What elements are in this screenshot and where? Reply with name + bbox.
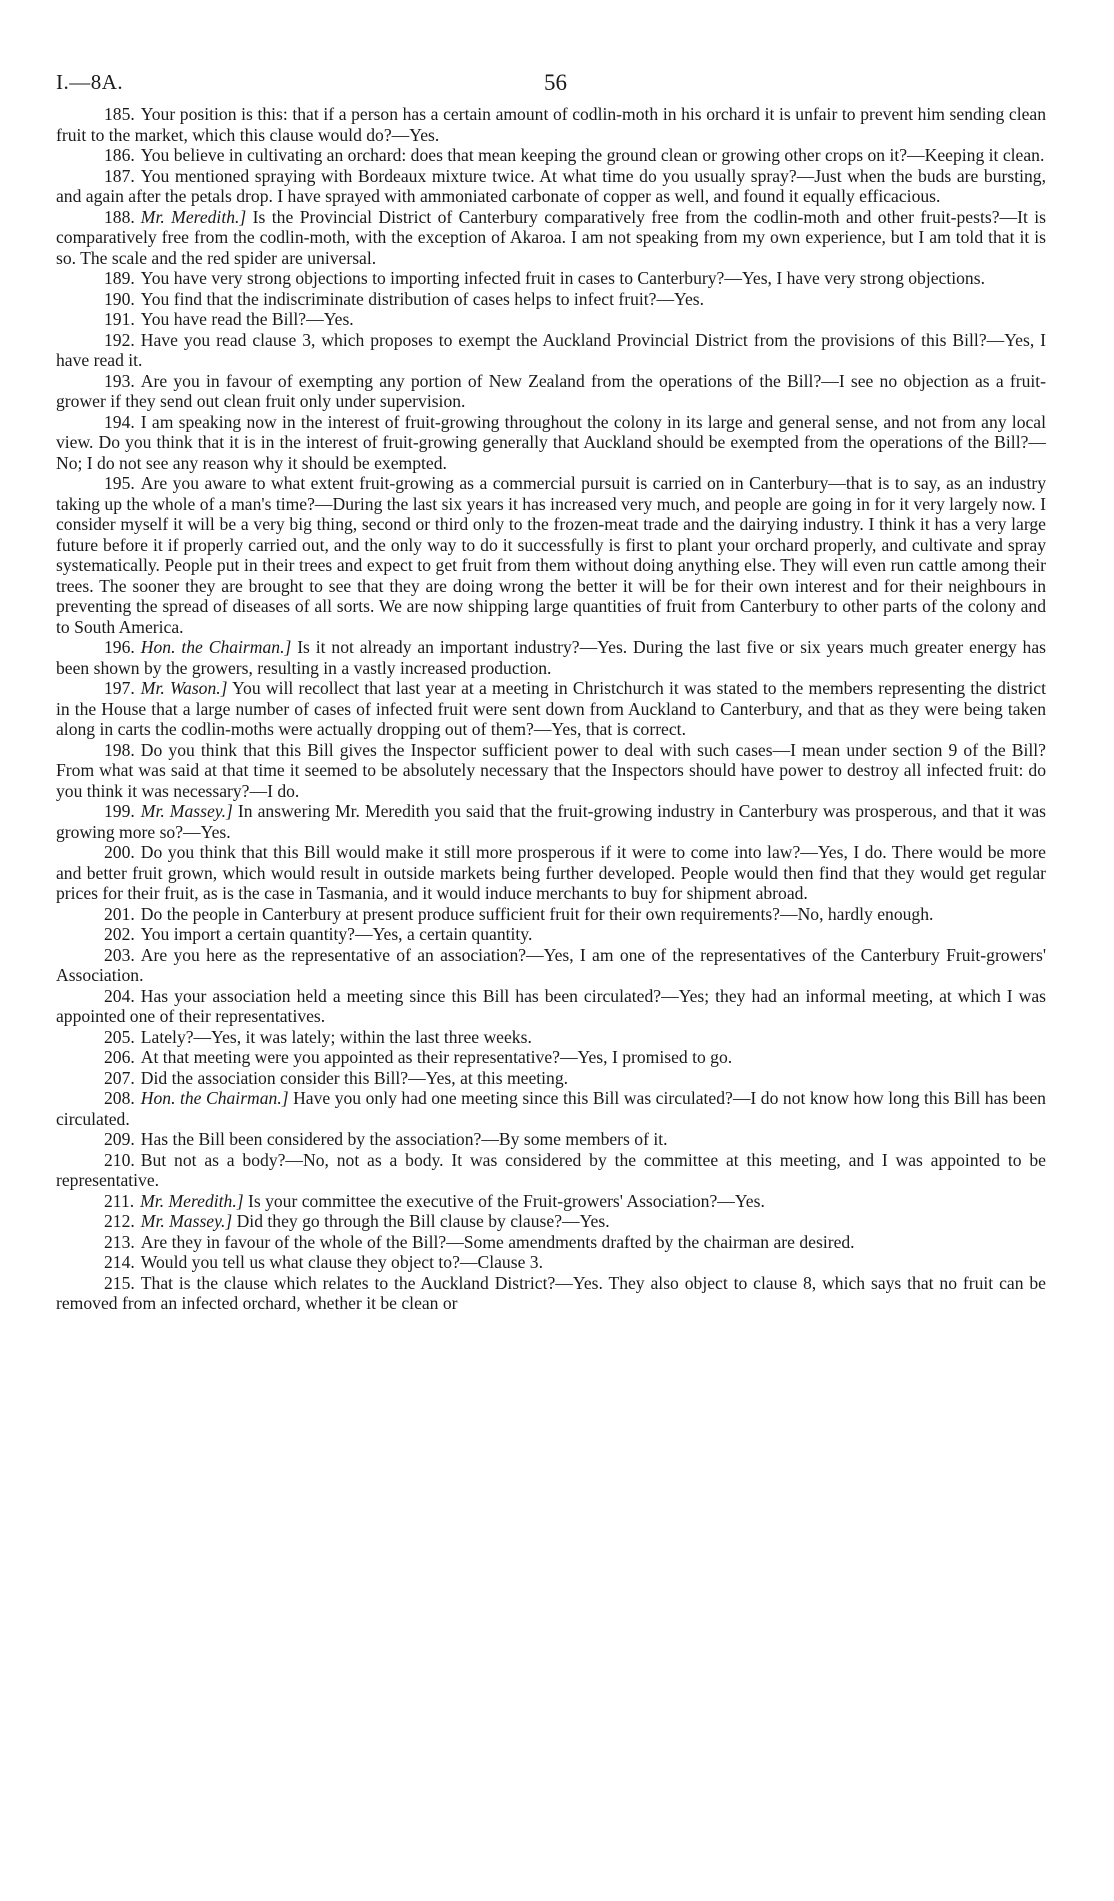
- question-number: 213.: [104, 1231, 135, 1252]
- question-number: 214.: [104, 1252, 135, 1272]
- question-text: Has your association held a meeting since this Bill has been circulated?—Yes; they had an informal meeting, at which I was appointed one of their representatives.: [56, 985, 1046, 1026]
- question-paragraph: [56, 309, 1046, 330]
- question-number: 206.: [104, 1047, 135, 1067]
- question-text: Have you only had one meeting since this Bill was circulated?—I do not know how long this Bill has been circulated.: [56, 1088, 1046, 1129]
- question-text: Has the Bill been considered by the association?—By some members of it.: [140, 1129, 668, 1149]
- question-paragraph: [56, 330, 1046, 371]
- question-text: Do you think that this Bill would make it still more prosperous if it were to come into law?—Yes, I do. There would be more and better fruit grown, which would result in outside markets being further developed. People would then find that they would get regular prices for their fruit, as is the case in Tasmania, and it would induce merchants to buy for shipment abroad.: [56, 842, 1046, 903]
- question-text: Are you here as the representative of an association?—Yes, I am one of the representatives of the Canterbury Fruit-growers' Association.: [56, 944, 1046, 985]
- question-paragraph: [56, 842, 1046, 904]
- question-text: You find that the indiscriminate distribution of cases helps to infect fruit?—Yes.: [140, 288, 705, 309]
- question-number: 204.: [104, 985, 135, 1006]
- question-number: 185.: [104, 104, 135, 124]
- question-paragraph: [56, 1088, 1046, 1129]
- question-number: 209.: [104, 1129, 135, 1149]
- question-text: You will recollect that last year at a meeting in Christchurch it was stated to the members representing the district in the House that a large number of cases of infected fruit were sent down from Auckland to Canterbury, and that as they were being taken along in carts the codlin-moths were actually dropping out of them?—Yes, that is correct.: [56, 678, 1047, 739]
- question-text: Do you think that this Bill gives the Inspector sufficient power to deal with such cases—I mean under section 9 of the Bill? From what was said at that time it seemed to be absolutely necessary that the Inspectors should have power to destroy all infected fruit: do you think it was necessary?—I do.: [56, 739, 1046, 801]
- question-number: 205.: [104, 1026, 135, 1047]
- question-number: 186.: [104, 145, 135, 165]
- question-paragraph: [56, 1027, 1046, 1048]
- question-paragraph: [56, 289, 1046, 310]
- question-text: Is the Provincial District of Canterbury comparatively free from the codlin-moth and other fruit-pests?—It is comparatively free from the codlin-moth, with the exception of Akaroa. I am not speaking from my own experience, but I am told that it is so. The scale and the red spider are universal.: [56, 206, 1046, 268]
- question-number: 200.: [104, 842, 135, 862]
- question-number: 194.: [104, 411, 135, 432]
- question-paragraph: [56, 104, 1046, 145]
- question-paragraph: [56, 1150, 1046, 1191]
- page-header: [56, 70, 1046, 104]
- question-number: 199.: [104, 801, 135, 821]
- question-number: 201.: [104, 903, 135, 924]
- question-number: 195.: [104, 473, 135, 493]
- question-text: Lately?—Yes, it was lately; within the last three weeks.: [140, 1026, 532, 1047]
- question-text: You have read the Bill?—Yes.: [140, 309, 354, 329]
- question-paragraph: [56, 412, 1046, 474]
- speaker-label: Mr. Meredith.]: [140, 1190, 244, 1211]
- question-paragraph: [56, 801, 1046, 842]
- question-text: I am speaking now in the interest of fruit-growing throughout the colony in its large and general sense, and not from any local view. Do you think that it is in the interest of fruit-growing generally that Auckland should be exempted from the operations of the Bill?—No; I do not see any reason why it should be exempted.: [56, 411, 1046, 473]
- question-number: 208.: [104, 1088, 135, 1108]
- question-text: Did the association consider this Bill?—Yes, at this meeting.: [140, 1067, 569, 1088]
- page-number: 56: [544, 70, 567, 95]
- question-paragraph: [56, 1211, 1046, 1232]
- speaker-label: Mr. Meredith.]: [140, 206, 247, 227]
- document-body: [56, 104, 1046, 1314]
- question-number: 207.: [104, 1067, 135, 1088]
- question-text: Did they go through the Bill clause by clause?—Yes.: [236, 1211, 610, 1231]
- question-text: Would you tell us what clause they object to?—Clause 3.: [140, 1252, 543, 1272]
- question-text: In answering Mr. Meredith you said that the fruit-growing industry in Canterbury was prosperous, and that it was growing more so?—Yes.: [56, 801, 1046, 842]
- question-text: Are they in favour of the whole of the Bill?—Some amendments drafted by the chairman are desired.: [140, 1231, 855, 1252]
- question-paragraph: [56, 945, 1046, 986]
- question-number: 193.: [104, 370, 135, 391]
- question-text: Is it not already an important industry?—Yes. During the last five or six years much greater energy has been shown by the growers, resulting in a vastly increased production.: [56, 637, 1047, 678]
- question-paragraph: [56, 924, 1046, 945]
- question-paragraph: [56, 1068, 1046, 1089]
- question-number: 190.: [104, 288, 135, 309]
- question-paragraph: [56, 473, 1046, 637]
- question-text: You mentioned spraying with Bordeaux mixture twice. At what time do you usually spray?—Just when the buds are bursting, and again after the petals drop. I have sprayed with ammoniated carbonate of copper as well, and found it equally efficacious.: [56, 165, 1046, 206]
- question-paragraph: [56, 1232, 1046, 1253]
- question-text: Are you aware to what extent fruit-growing as a commercial pursuit is carried on in Canterbury—that is to say, as an industry taking up the whole of a man's time?—During the last six years it has increased very much, and people are going in for it very largely now. I consider myself it will be a very big thing, second or third only to the frozen-meat trade and the dairying industry. I think it has a very large future before it if properly carried out, and the only way to do it successfully is first to plant your orchard properly, and cultivate and spray systematically. People put in their trees and expect to get fruit from them without doing anything else. They will even run cattle among their trees. The sooner they are brought to see that they are doing wrong the better it will be for their own interest and for their neighbours in preventing the spread of diseases of all sorts. We are now shipping large quantities of fruit from Canterbury to other parts of the colony and to South America.: [56, 473, 1046, 637]
- speaker-label: Mr. Massey.]: [140, 801, 233, 821]
- speaker-label: Mr. Massey.]: [140, 1211, 233, 1231]
- question-text: That is the clause which relates to the Auckland District?—Yes. They also object to clause 8, which says that no fruit can be removed from an infected orchard, whether it be clean or: [56, 1272, 1046, 1313]
- question-paragraph: [56, 637, 1046, 678]
- question-paragraph: [56, 166, 1046, 207]
- question-paragraph: [56, 1273, 1046, 1314]
- speaker-label: Hon. the Chairman.]: [140, 1088, 289, 1108]
- question-paragraph: [56, 371, 1046, 412]
- question-text: But not as a body?—No, not as a body. It was considered by the committee at this meeting, and I was appointed to be representative.: [56, 1149, 1046, 1190]
- question-paragraph: [56, 1047, 1046, 1068]
- question-number: 188.: [104, 206, 135, 227]
- question-text: Your position is this: that if a person has a certain amount of codlin-moth in his orchard it is unfair to prevent him sending clean fruit to the market, which this clause would do?—Yes.: [56, 104, 1046, 145]
- question-text: Do the people in Canterbury at present produce sufficient fruit for their own requirements?—No, hardly enough.: [140, 903, 934, 924]
- question-number: 191.: [104, 309, 135, 329]
- question-paragraph: [56, 986, 1046, 1027]
- question-paragraph: [56, 207, 1046, 269]
- question-number: 189.: [104, 268, 135, 288]
- question-paragraph: [56, 740, 1046, 802]
- question-text: You believe in cultivating an orchard: does that mean keeping the ground clean or growing other crops on it?—Keeping it clean.: [140, 145, 1045, 165]
- question-number: 203.: [104, 944, 135, 965]
- question-number: 212.: [104, 1211, 135, 1231]
- question-number: 211.: [104, 1190, 135, 1211]
- question-paragraph: [56, 1191, 1046, 1212]
- question-text: Is your committee the executive of the Fruit-growers' Association?—Yes.: [247, 1190, 765, 1211]
- question-text: You have very strong objections to importing infected fruit in cases to Canterbury?—Yes, I have very strong objections.: [140, 268, 985, 288]
- speaker-label: Hon. the Chairman.]: [140, 637, 292, 657]
- question-number: 215.: [104, 1272, 135, 1293]
- question-text: You import a certain quantity?—Yes, a certain quantity.: [140, 924, 533, 944]
- question-number: 210.: [104, 1149, 135, 1170]
- question-paragraph: [56, 268, 1046, 289]
- speaker-label: Mr. Wason.]: [140, 678, 228, 698]
- question-paragraph: [56, 904, 1046, 925]
- question-paragraph: [56, 145, 1046, 166]
- document-reference: I.—8A.: [56, 70, 124, 94]
- question-number: 187.: [104, 165, 135, 186]
- question-text: At that meeting were you appointed as their representative?—Yes, I promised to go.: [140, 1047, 733, 1067]
- question-paragraph: [56, 678, 1046, 740]
- question-number: 197.: [104, 678, 135, 698]
- question-number: 198.: [104, 739, 135, 760]
- question-paragraph: [56, 1252, 1046, 1273]
- question-text: Are you in favour of exempting any portion of New Zealand from the operations of the Bill?—I see no objection as a fruit-grower if they send out clean fruit only under supervision.: [56, 370, 1046, 411]
- question-number: 196.: [104, 637, 135, 657]
- question-number: 202.: [104, 924, 135, 944]
- question-number: 192.: [104, 329, 135, 350]
- question-paragraph: [56, 1129, 1046, 1150]
- question-text: Have you read clause 3, which proposes to exempt the Auckland Provincial District from the provisions of this Bill?—Yes, I have read it.: [56, 329, 1046, 370]
